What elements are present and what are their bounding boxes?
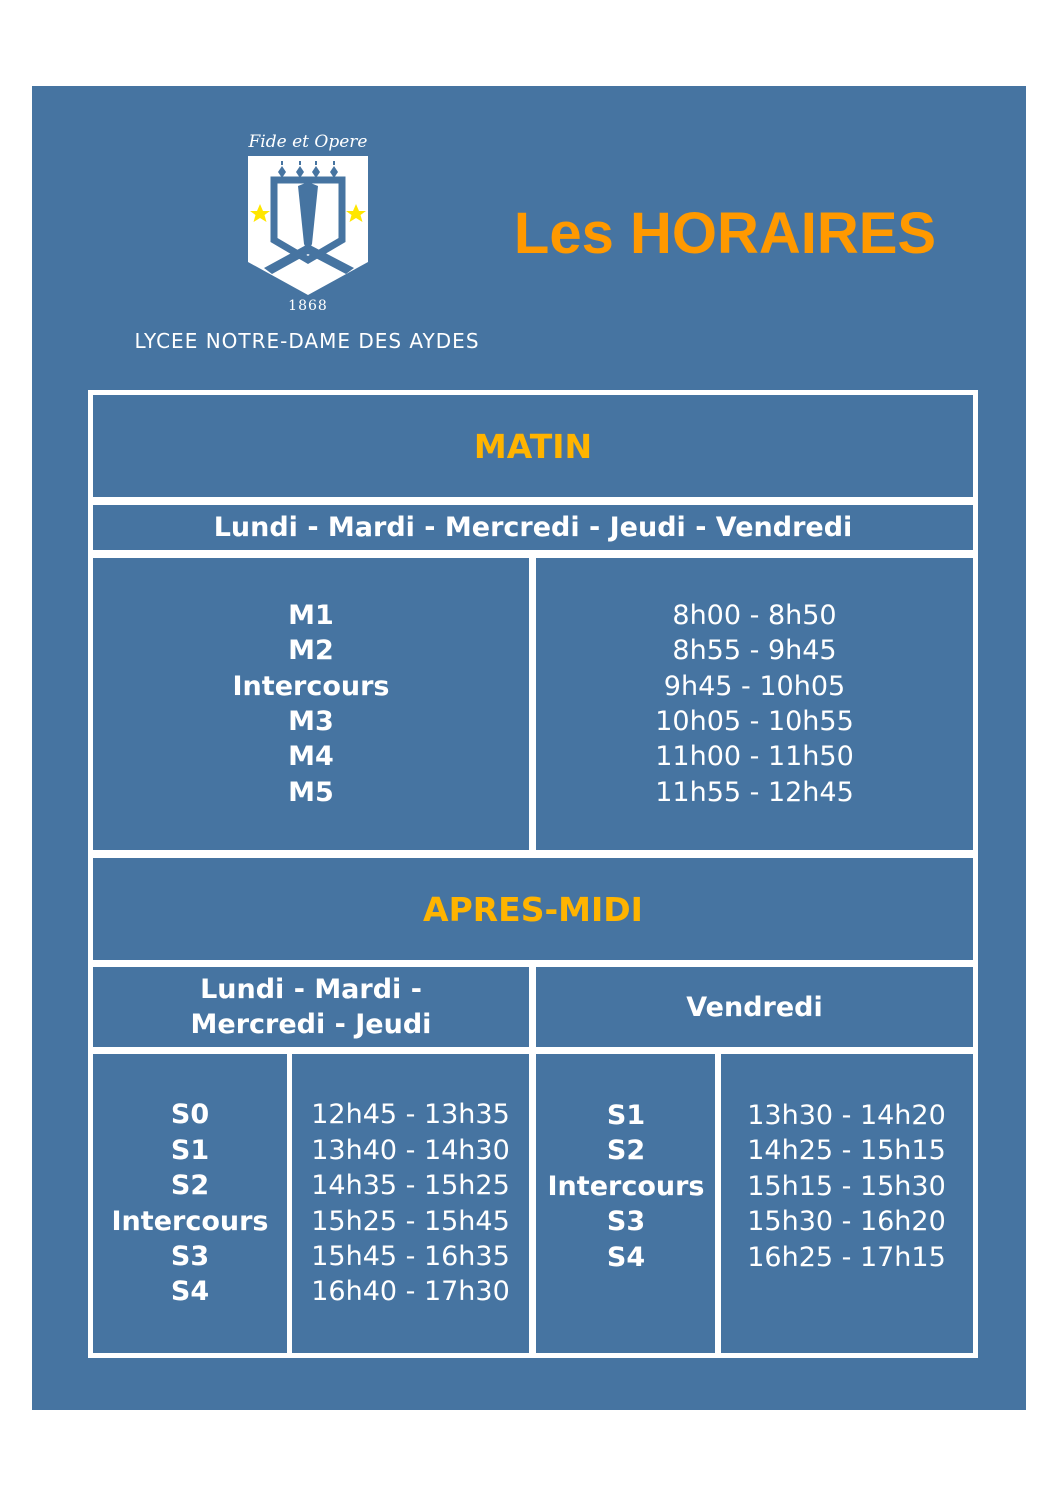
slot-time: 12h45 - 13h35: [311, 1099, 510, 1131]
slot-label: M2: [288, 635, 334, 667]
slot-time: 15h45 - 16h35: [311, 1240, 510, 1272]
slot-label-list: [112, 1097, 269, 1309]
slot-label: S1: [606, 1100, 646, 1131]
slot-label: Intercours: [547, 1170, 705, 1202]
slot-label: S4: [606, 1241, 646, 1273]
slot-time: 16h25 - 17h15: [747, 1241, 946, 1273]
page-title: Les HORAIRES: [513, 201, 937, 266]
days-line: Mercredi - Jeudi: [190, 1009, 432, 1040]
slot-label: S3: [170, 1240, 210, 1272]
school-motto: Fide et Opere: [248, 132, 368, 152]
slot-label: S1: [170, 1134, 210, 1166]
slot-label: S2: [170, 1170, 210, 1202]
slot-label-list: [233, 598, 390, 810]
slot-label: S2: [606, 1135, 646, 1167]
slot-label: Intercours: [232, 670, 390, 702]
days-row-matin: [88, 500, 978, 555]
slot-label: M3: [288, 706, 334, 737]
matin-slot-labels: [88, 553, 534, 855]
section-header-matin: [88, 390, 978, 502]
slot-label: M4: [288, 741, 334, 773]
slot-time: 11h00 - 11h50: [655, 741, 854, 773]
founding-year: 1868: [288, 298, 328, 314]
section-title: MATIN: [473, 426, 593, 466]
days-label: Vendredi: [686, 991, 823, 1023]
slot-time: 16h40 - 17h30: [311, 1276, 510, 1308]
days-label: [191, 972, 432, 1042]
section-header-apres-midi: [88, 853, 978, 965]
slot-label: M5: [288, 776, 334, 808]
apres-midi-b-slot-labels: [531, 1049, 721, 1358]
slot-label-list: [548, 1098, 705, 1275]
slot-label: S4: [170, 1276, 210, 1308]
slot-time: 15h15 - 15h30: [747, 1170, 946, 1202]
apres-midi-a-slot-times: [287, 1049, 534, 1358]
slot-time: 14h35 - 15h25: [311, 1170, 510, 1202]
slot-time: 11h55 - 12h45: [655, 776, 854, 808]
slot-label: M1: [288, 599, 334, 631]
slot-time: 9h45 - 10h05: [663, 670, 846, 702]
slot-time: 8h00 - 8h50: [672, 599, 837, 631]
days-row-vendredi: [531, 962, 978, 1052]
slot-time: 8h55 - 9h45: [672, 635, 837, 667]
school-crest-icon: [246, 152, 370, 298]
slot-time-list: [311, 1097, 510, 1309]
slot-label: Intercours: [111, 1205, 269, 1237]
slot-time: 10h05 - 10h55: [655, 706, 854, 737]
apres-midi-b-slot-times: [715, 1049, 978, 1358]
slot-time: 13h30 - 14h20: [747, 1100, 946, 1131]
section-title: APRES-MIDI: [423, 889, 643, 929]
slot-label: S0: [170, 1099, 210, 1131]
slot-time: 15h25 - 15h45: [311, 1205, 510, 1237]
slot-time: 14h25 - 15h15: [747, 1135, 946, 1167]
days-row-lundi-jeudi: [88, 962, 534, 1052]
days-line: Lundi - Mardi -: [200, 974, 422, 1005]
slot-label: S3: [606, 1206, 646, 1238]
slot-time-list: [655, 598, 854, 810]
slot-time: 15h30 - 16h20: [747, 1206, 946, 1238]
apres-midi-a-slot-labels: [88, 1049, 292, 1358]
slot-time: 13h40 - 14h30: [311, 1134, 510, 1166]
school-name: LYCEE NOTRE-DAME DES AYDES: [134, 329, 480, 353]
slot-time-list: [747, 1098, 946, 1275]
days-label: Lundi - Mardi - Mercredi - Jeudi - Vendredi: [213, 512, 853, 543]
matin-slot-times: [531, 553, 978, 855]
